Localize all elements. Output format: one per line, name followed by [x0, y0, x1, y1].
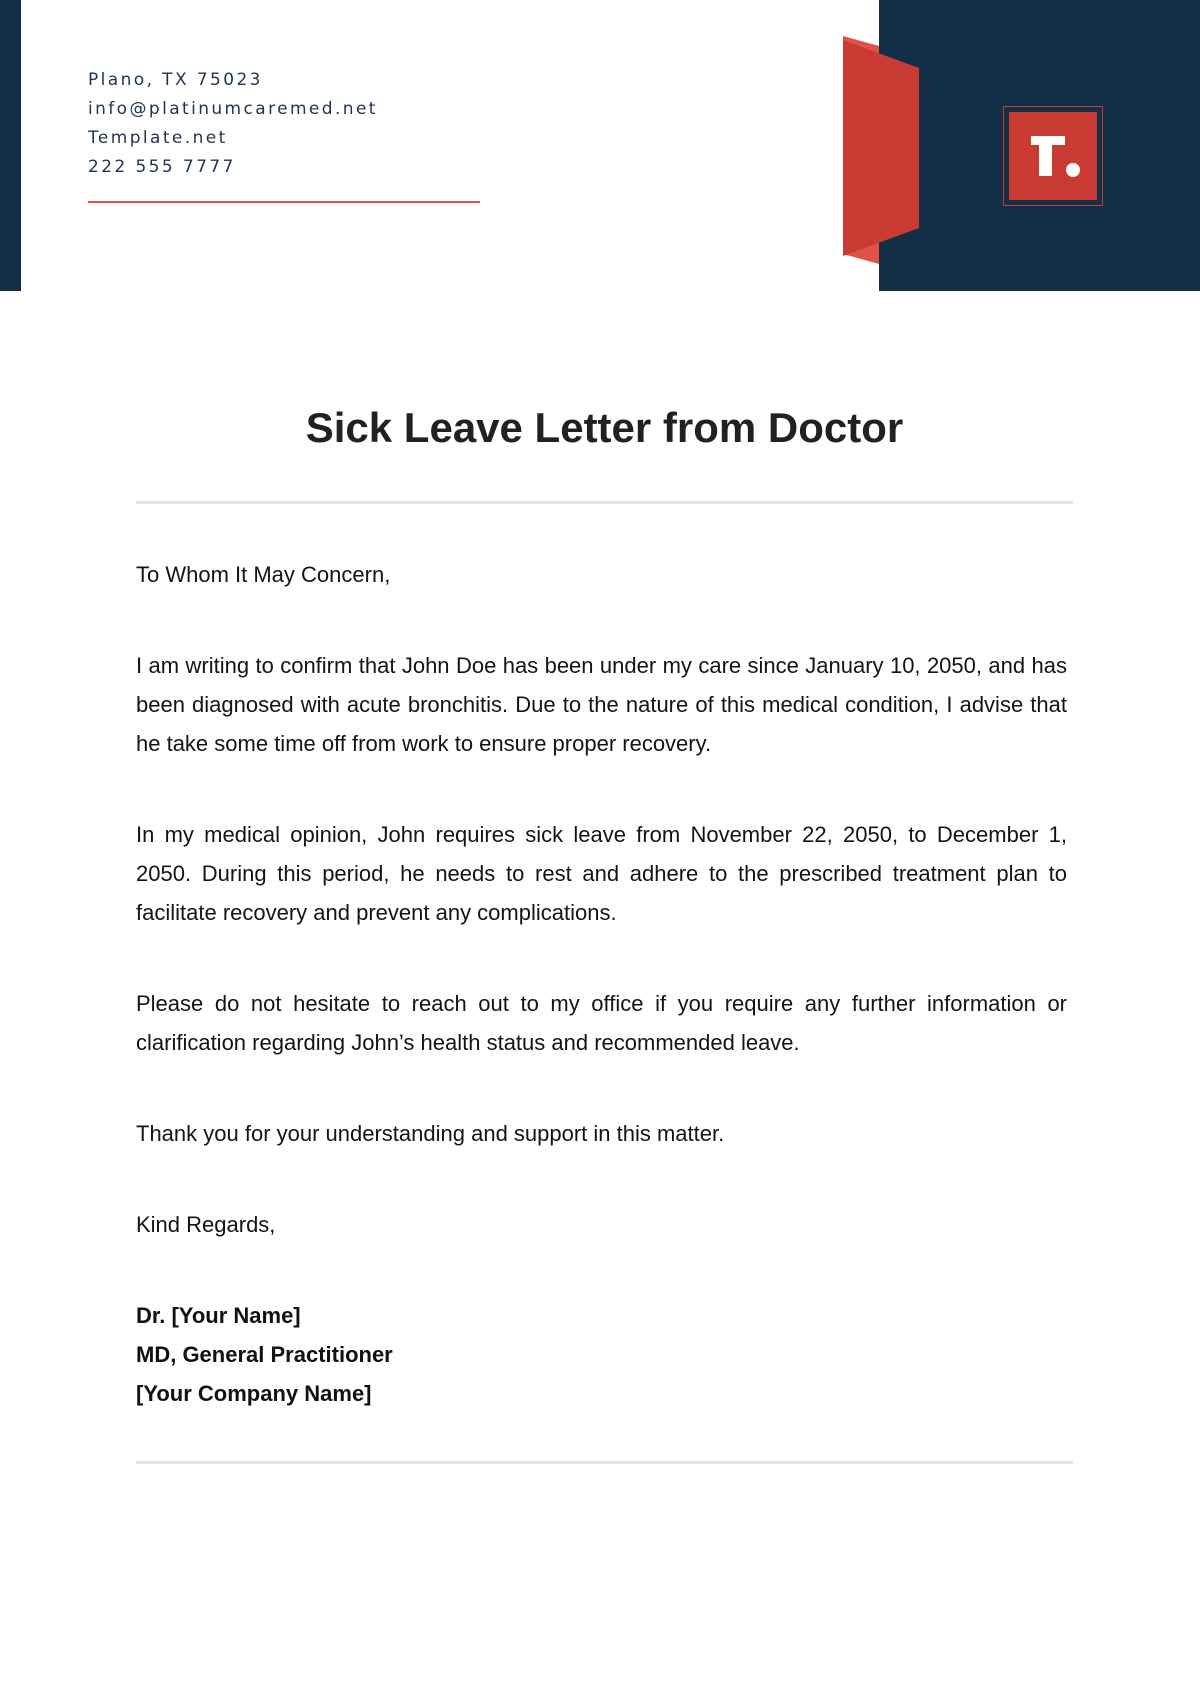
template-t-logo-icon: [1009, 112, 1097, 200]
signature-block: [136, 1296, 393, 1413]
contact-address: Plano, TX 75023: [88, 70, 263, 90]
body-paragraph-leave-period: In my medical opinion, John requires sick leave from November 22, 2050, to December 1, 2050. During this period, he needs to rest and adhere to the prescribed treatment plan to facilitate recovery and prevent any complications.: [136, 822, 1067, 925]
salutation: To Whom It May Concern,: [136, 562, 391, 587]
contact-divider: [88, 201, 480, 203]
footer-divider: [136, 1461, 1073, 1464]
contact-email[interactable]: info@platinumcaremed.net: [88, 99, 378, 119]
signature-company: [Your Company Name]: [136, 1381, 372, 1406]
title-divider: [136, 501, 1073, 504]
signature-name: Dr. [Your Name]: [136, 1303, 301, 1328]
closing: Kind Regards,: [136, 1212, 276, 1237]
red-ribbon-decoration: [843, 36, 919, 264]
left-accent-bar: [0, 0, 21, 291]
signature-credentials: MD, General Practitioner: [136, 1342, 393, 1367]
contact-block: [88, 66, 378, 182]
company-logo: [1003, 106, 1103, 206]
body-paragraph-diagnosis: I am writing to confirm that John Doe has been under my care since January 10, 2050, and has been diagnosed with acute bronchitis. Due to the nature of this medical condition, I advise that he take some time off from work to ensure proper recovery.: [136, 653, 1067, 756]
document-title: Sick Leave Letter from Doctor: [305, 404, 904, 451]
body-paragraph-contact: Please do not hesitate to reach out to my office if you require any further information or clarification regarding John’s health status and recommended leave.: [136, 991, 1067, 1055]
contact-website[interactable]: Template.net: [88, 128, 228, 148]
contact-phone: 222 555 7777: [88, 157, 236, 177]
body-paragraph-thanks: Thank you for your understanding and support in this matter.: [136, 1121, 725, 1146]
